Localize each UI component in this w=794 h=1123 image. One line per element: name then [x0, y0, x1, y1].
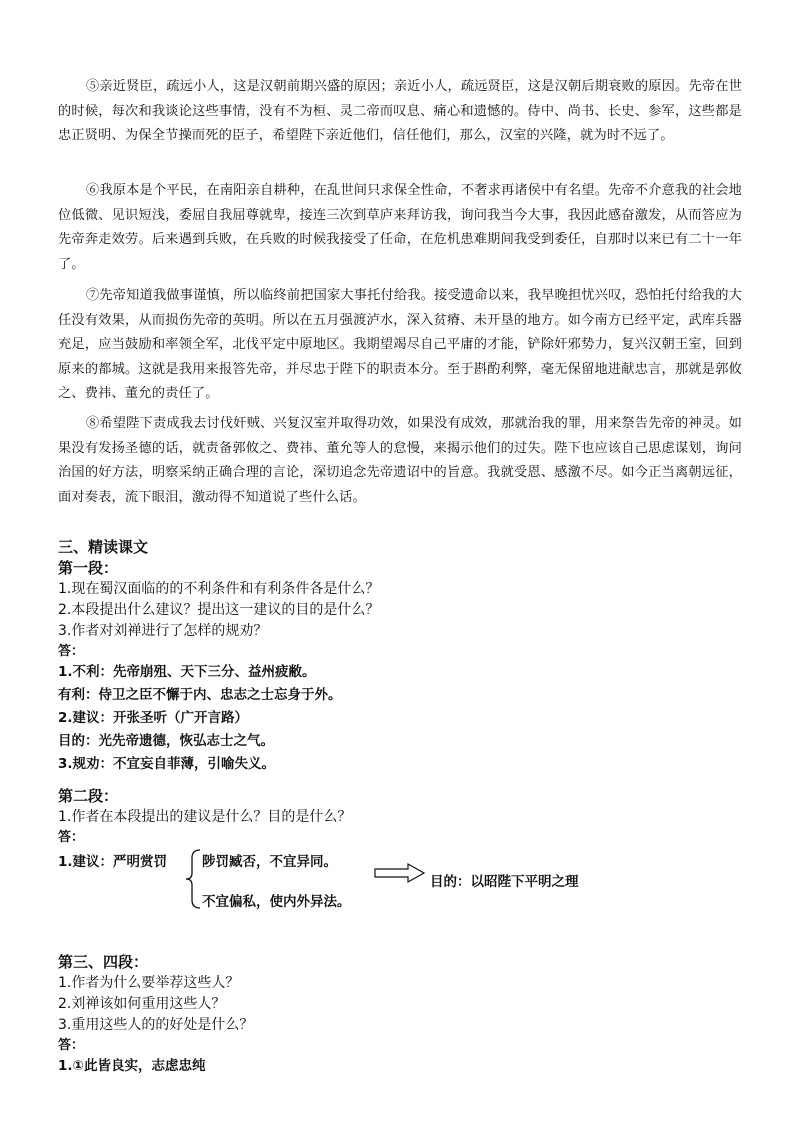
section-close-reading — [58, 537, 742, 776]
answer-item: 3.规劝：不宜妄自菲薄，引喻失义。 — [58, 756, 276, 772]
question-item: 3.作者对刘禅进行了怎样的规劝？ — [58, 623, 268, 639]
diagram-branch-top: 陟罚臧否，不宜异同。 — [202, 854, 337, 870]
paragraph-5 — [58, 75, 742, 149]
paragraph-6 — [58, 179, 742, 277]
segment-3-4 — [58, 952, 742, 1078]
answer-label: 答： — [58, 644, 85, 659]
diagram-branch-bottom: 不宜偏私，使内外异法。 — [202, 894, 351, 910]
segment-1-heading: 第一段： — [58, 559, 119, 577]
question-item: 2.本段提出什么建议？提出这一建议的目的是什么？ — [58, 602, 380, 618]
paragraph-8 — [58, 412, 742, 510]
segment-3-4-heading: 第三、四段： — [58, 953, 149, 971]
question-item: 3.重用这些人的的好处是什么？ — [58, 1017, 254, 1033]
answer-item: 2.建议：开张圣听（广开言路） — [58, 710, 249, 726]
segment-2-heading: 第二段： — [58, 787, 119, 805]
question-item: 1.现在蜀汉面临的的不利条件和有利条件各是什么？ — [58, 581, 380, 597]
answer-item: 1.①此皆良实，志虑忠纯 — [58, 1058, 206, 1074]
suggestion-diagram — [58, 848, 658, 910]
right-arrow-icon — [374, 862, 426, 884]
question-item: 1.作者在本段提出的建议是什么？目的是什么？ — [58, 809, 352, 825]
answer-label: 答： — [58, 830, 85, 845]
answer-item: 有利：侍卫之臣不懈于内、忠志之士忘身于外。 — [58, 687, 342, 703]
paragraph-8-text: ⑧希望陛下责成我去讨伐奸贼、兴复汉室并取得功效，如果没有成效，那就治我的罪，用来祭告先帝的神灵。如果没有发扬圣德的话，就责备郭攸之、费祎、董允等人的怠慢，来揭示他们的过失。陛下也应该自己思虑谋划，询问治国的好方法，明察采纳正确合理的言论，深切追念先帝遗诏中的旨意。我就受恩、感激不尽。如今正当离朝远征，面对奏表，流下眼泪，激动得不知道说了些什么话。 — [58, 416, 742, 505]
answer-label: 答： — [58, 1038, 85, 1053]
curly-brace-icon — [184, 848, 204, 910]
question-item: 2.刘禅该如何重用这些人？ — [58, 996, 226, 1012]
paragraph-6-text: ⑥我原本是个平民，在南阳亲自耕种，在乱世间只求保全性命，不奢求再诸侯中有名望。先帝不介意我的社会地位低微、见识短浅，委屈自我屈尊就卑，接连三次到草庐来拜访我，询问我当今大事，我因此感奋激发，从而答应为先帝奔走效劳。后来遇到兵败，在兵败的时候我接受了任命，在危机患难期间我受到委任，自那时以来已有二十一年了。 — [58, 183, 742, 272]
paragraph-7 — [58, 284, 742, 407]
paragraph-7-text: ⑦先帝知道我做事谨慎，所以临终前把国家大事托付给我。接受遗命以来，我早晚担忧兴叹，恐怕托付给我的大任没有效果，从而损伤先帝的英明。所以在五月强渡泸水，深入贫瘠、未开垦的地方。如今南方已经平定，武库兵器充足，应当鼓励和率领全军，北伐平定中原地区。我期望竭尽自己平庸的才能，铲除奸邪势力，复兴汉朝王室，回到原来的都城。这就是我用来报答先帝，并尽忠于陛下的职责本分。至于斟酌利弊，毫无保留地进献忠言，那就是郭攸之、费祎、董允的责任了。 — [58, 288, 742, 401]
diagram-lead: 1.建议：严明赏罚 — [58, 854, 168, 870]
answer-item: 目的：光先帝遗德，恢弘志士之气。 — [58, 733, 274, 749]
paragraph-5-text: ⑤亲近贤臣，疏远小人，这是汉朝前期兴盛的原因；亲近小人，疏远贤臣，这是汉朝后期衰败的原因。先帝在世的时候，每次和我谈论这些事情，没有不为桓、灵二帝而叹息、痛心和遗憾的。侍中、尚书、长史、参军，这些都是忠正贤明、为保全节操而死的臣子，希望陛下亲近他们，信任他们，那么，汉室的兴隆，就为时不远了。 — [58, 79, 742, 143]
question-item: 1.作者为什么要举荐这些人？ — [58, 975, 240, 991]
segment-2 — [58, 786, 742, 847]
diagram-result: 目的：以昭陛下平明之理 — [430, 874, 579, 890]
section-heading: 三、精读课文 — [58, 538, 149, 556]
answer-item: 1.不利：先帝崩殂、天下三分、益州疲敝。 — [58, 664, 316, 680]
